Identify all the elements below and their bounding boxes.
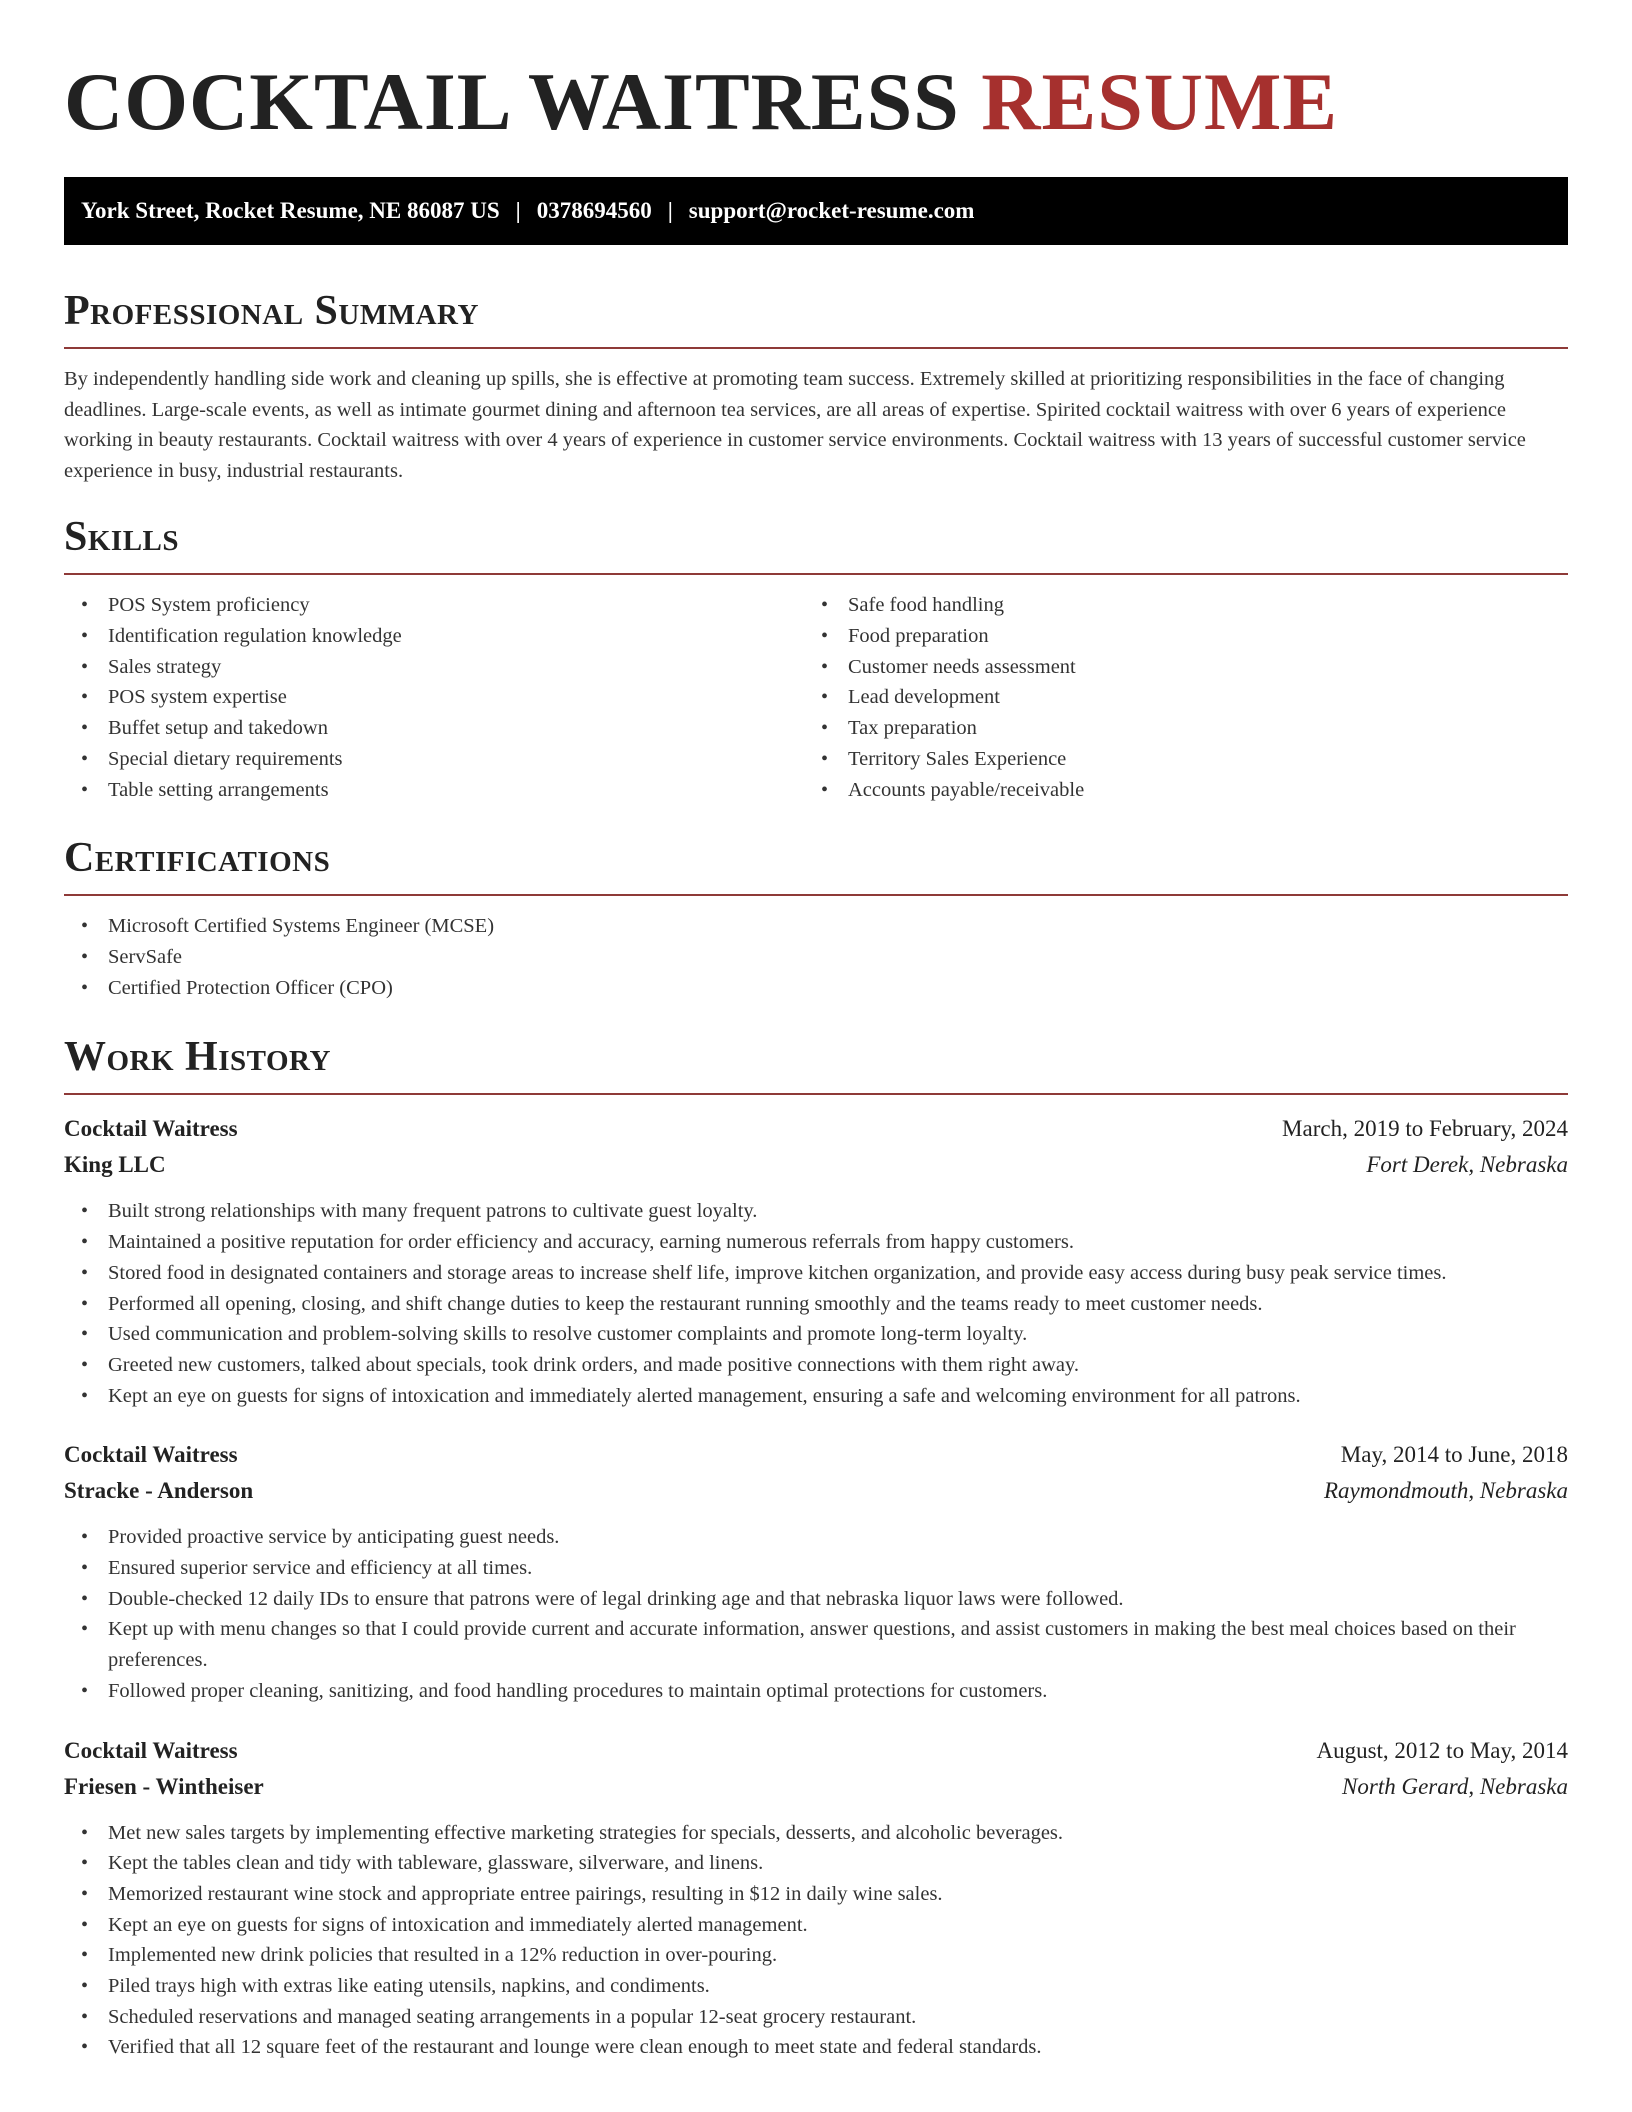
summary-text: By independently handling side work and cleaning up spills, she is effective at promoting team success. Extremely skilled at prioritizing responsibilities in the face of changing deadlines. Large-scale events, as well as intimate gourmet dining and afternoon tea services, are all areas of expertise. Spirited cocktail waitress with over 6 years of experience working in beauty restaurants. Cocktail waitress with over 4 years of experience in customer service environments. Cocktail waitress with 13 years of successful customer service experience in busy, industrial restaurants. <box>64 368 1526 482</box>
skill-item: • Lead development <box>804 682 1544 713</box>
resume-title-main: COCKTAIL WAITRESS <box>64 56 960 147</box>
skill-item: • Buffet setup and takedown <box>64 713 804 744</box>
job-duty-item: • Followed proper cleaning, sanitizing, and food handling procedures to maintain optimal protections for customers. <box>64 1676 1568 1707</box>
job-company: King LLC <box>64 1152 166 1178</box>
contact-email: support@rocket-resume.com <box>688 198 975 223</box>
contact-separator: | <box>667 198 673 223</box>
resume-title-accent: RESUME <box>981 56 1339 147</box>
job-duty-item: • Memorized restaurant wine stock and appropriate entree pairings, resulting in $12 in daily wine sales. <box>64 1879 1568 1910</box>
job-location: Raymondmouth, Nebraska <box>1323 1478 1568 1504</box>
summary-section <box>64 286 1568 486</box>
job-duty-item: • Greeted new customers, talked about specials, took drink orders, and made positive connections with them right away. <box>64 1350 1568 1381</box>
job-duties-list <box>64 1522 1568 1706</box>
job-entry <box>64 1111 1568 1411</box>
job-duty-item: • Kept an eye on guests for signs of intoxication and immediately alerted management, ensuring a safe and welcoming environment for all patrons. <box>64 1381 1568 1412</box>
job-duty-item: • Ensured superior service and efficiency at all times. <box>64 1553 1568 1584</box>
certifications-heading: Certifications <box>64 835 331 882</box>
contact-bar <box>64 177 1568 245</box>
job-header-row <box>64 1111 1568 1147</box>
section-divider <box>64 1093 1568 1095</box>
job-duty-item: • Piled trays high with extras like eating utensils, napkins, and condiments. <box>64 1971 1568 2002</box>
job-title: Cocktail Waitress <box>64 1116 238 1142</box>
job-location: Fort Derek, Nebraska <box>1366 1152 1568 1178</box>
skill-item: • Table setting arrangements <box>64 775 804 806</box>
job-subheader-row <box>64 1473 1568 1509</box>
skill-item: • POS system expertise <box>64 682 804 713</box>
skill-item: • Identification regulation knowledge <box>64 621 804 652</box>
skill-item: • Tax preparation <box>804 713 1544 744</box>
summary-heading: Professional Summary <box>64 288 479 334</box>
job-duty-item: • Implemented new drink policies that resulted in a 12% reduction in over-pouring. <box>64 1940 1568 1971</box>
job-title: Cocktail Waitress <box>64 1737 238 1763</box>
resume-title <box>64 0 1568 148</box>
certifications-list <box>64 911 1568 1003</box>
work-history-heading: Work History <box>64 1034 331 1081</box>
skills-grid <box>64 590 1568 805</box>
skill-item: • Safe food handling <box>804 590 1544 621</box>
section-divider <box>64 347 1568 349</box>
job-subheader-row <box>64 1769 1568 1805</box>
skill-item: • Food preparation <box>804 621 1544 652</box>
job-duty-item: • Used communication and problem-solving skills to resolve customer complaints and promote long-term loyalty. <box>64 1319 1568 1350</box>
skill-item: • Accounts payable/receivable <box>804 775 1544 806</box>
job-dates: August, 2012 to May, 2014 <box>1316 1737 1568 1763</box>
contact-address: York Street, Rocket Resume, NE 86087 US <box>81 198 500 223</box>
skill-item: • Special dietary requirements <box>64 744 804 775</box>
job-duty-item: • Performed all opening, closing, and shift change duties to keep the restaurant running smoothly and the teams ready to meet customer needs. <box>64 1289 1568 1320</box>
job-title: Cocktail Waitress <box>64 1442 238 1468</box>
job-dates: March, 2019 to February, 2024 <box>1282 1116 1568 1142</box>
job-entry <box>64 1437 1568 1706</box>
job-header-row <box>64 1437 1568 1473</box>
skill-item: • POS System proficiency <box>64 590 804 621</box>
job-duty-item: • Scheduled reservations and managed seating arrangements in a popular 12-seat grocery restaurant. <box>64 2002 1568 2033</box>
job-company: Friesen - Wintheiser <box>64 1773 264 1799</box>
certifications-section <box>64 833 1568 1003</box>
skill-item: • Sales strategy <box>64 652 804 683</box>
certification-item: • ServSafe <box>64 942 1568 973</box>
section-divider <box>64 573 1568 575</box>
skills-list-right <box>804 590 1544 805</box>
section-divider <box>64 894 1568 896</box>
skills-list-left <box>64 590 804 805</box>
job-company: Stracke - Anderson <box>64 1478 254 1504</box>
job-duties-list <box>64 1818 1568 2064</box>
skill-item: • Territory Sales Experience <box>804 744 1544 775</box>
job-header-row <box>64 1733 1568 1769</box>
job-duty-item: • Kept the tables clean and tidy with tableware, glassware, silverware, and linens. <box>64 1848 1568 1879</box>
job-duty-item: • Provided proactive service by anticipating guest needs. <box>64 1522 1568 1553</box>
job-location: North Gerard, Nebraska <box>1342 1773 1568 1799</box>
job-duty-item: • Stored food in designated containers and storage areas to increase shelf life, improve kitchen organization, and provide easy access during busy peak service times. <box>64 1258 1568 1289</box>
job-duty-item: • Verified that all 12 square feet of the restaurant and lounge were clean enough to meet state and federal standards. <box>64 2032 1568 2063</box>
certification-item: • Microsoft Certified Systems Engineer (MCSE) <box>64 911 1568 942</box>
job-duties-list <box>64 1196 1568 1411</box>
skill-item: • Customer needs assessment <box>804 652 1544 683</box>
contact-separator: | <box>515 198 521 223</box>
job-duty-item: • Kept up with menu changes so that I could provide current and accurate information, answer questions, and assist customers in making the best meal choices based on their preferences. <box>64 1614 1568 1675</box>
skills-section <box>64 512 1568 805</box>
job-entry <box>64 1733 1568 2064</box>
job-duty-item: • Built strong relationships with many frequent patrons to cultivate guest loyalty. <box>64 1196 1568 1227</box>
job-duty-item: • Maintained a positive reputation for order efficiency and accuracy, earning numerous referrals from happy customers. <box>64 1227 1568 1258</box>
job-duty-item: • Met new sales targets by implementing effective marketing strategies for specials, desserts, and alcoholic beverages. <box>64 1818 1568 1849</box>
skills-heading: Skills <box>64 514 180 561</box>
job-subheader-row <box>64 1147 1568 1183</box>
work-history-section <box>64 1032 1568 2063</box>
job-dates: May, 2014 to June, 2018 <box>1340 1442 1568 1468</box>
job-duty-item: • Double-checked 12 daily IDs to ensure that patrons were of legal drinking age and that nebraska liquor laws were followed. <box>64 1584 1568 1615</box>
job-duty-item: • Kept an eye on guests for signs of intoxication and immediately alerted management. <box>64 1910 1568 1941</box>
contact-phone: 0378694560 <box>536 198 652 223</box>
certification-item: • Certified Protection Officer (CPO) <box>64 973 1568 1004</box>
